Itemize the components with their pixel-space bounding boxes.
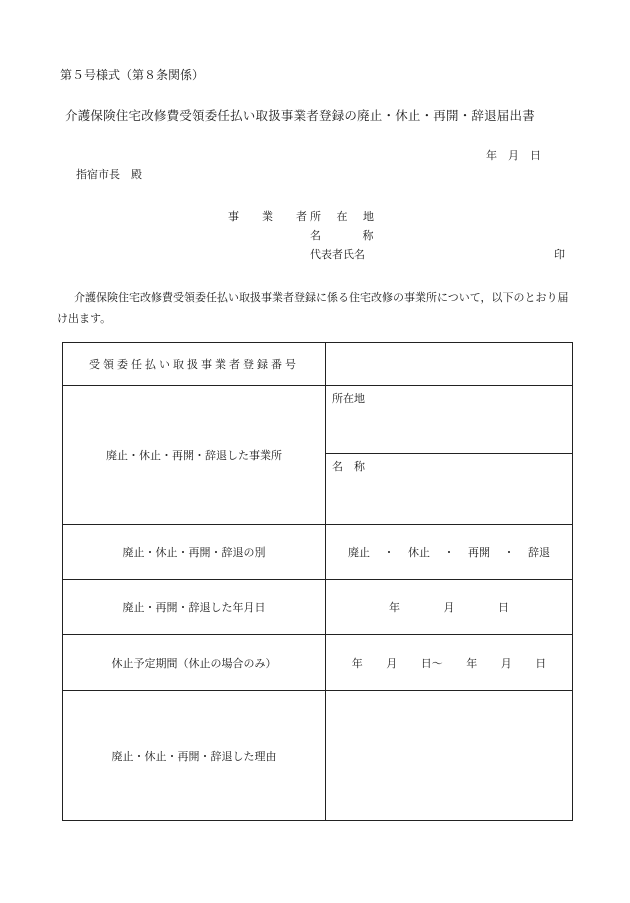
registration-number-field[interactable] <box>326 343 573 386</box>
table-row <box>63 635 573 691</box>
office-address-field[interactable] <box>326 386 573 454</box>
table-row <box>63 525 573 580</box>
applicant-label: 事 業 者 <box>228 210 313 223</box>
applicant-address-label: 所 在 地 <box>310 210 380 223</box>
applicant-name-label: 名 称 <box>310 229 393 242</box>
form-number: 第５号様式（第８条関係） <box>60 68 205 82</box>
submission-date: 年 月 日 <box>486 149 541 162</box>
office-name-field[interactable] <box>326 454 573 525</box>
reason-field[interactable] <box>326 691 573 821</box>
body-text: 介護保険住宅改修費受領委任払い取扱事業者登録に係る住宅改修の事業所について，以下のとおり届け出ます。 <box>57 291 569 325</box>
suspension-period-label: 休止予定期間（休止の場合のみ） <box>63 635 326 691</box>
type-options[interactable]: 廃止 ・ 休止 ・ 再開 ・ 辞退 <box>326 525 573 580</box>
table-row <box>63 386 573 454</box>
type-label: 廃止・休止・再開・辞退の別 <box>63 525 326 580</box>
table-row <box>63 580 573 635</box>
addressee: 指宿市長 殿 <box>76 168 142 181</box>
office-address-label: 所在地 <box>332 392 365 405</box>
registration-number-label: 受領委任払い取扱事業者登録番号 <box>63 343 326 386</box>
document-title: 介護保険住宅改修費受領委任払い取扱事業者登録の廃止・休止・再開・辞退届出書 <box>65 108 535 123</box>
table-row <box>63 691 573 821</box>
date-field[interactable]: 年 月 日 <box>326 580 573 635</box>
office-label: 廃止・休止・再開・辞退した事業所 <box>63 386 326 525</box>
date-label: 廃止・再開・辞退した年月日 <box>63 580 326 635</box>
applicant-representative-label: 代表者氏名 <box>310 248 365 261</box>
suspension-period-field[interactable]: 年 月 日～ 年 月 日 <box>326 635 573 691</box>
office-name-label: 名 称 <box>332 460 365 473</box>
report-table <box>62 342 573 821</box>
reason-label: 廃止・休止・再開・辞退した理由 <box>63 691 326 821</box>
table-row <box>63 343 573 386</box>
seal-mark: 印 <box>554 248 565 261</box>
